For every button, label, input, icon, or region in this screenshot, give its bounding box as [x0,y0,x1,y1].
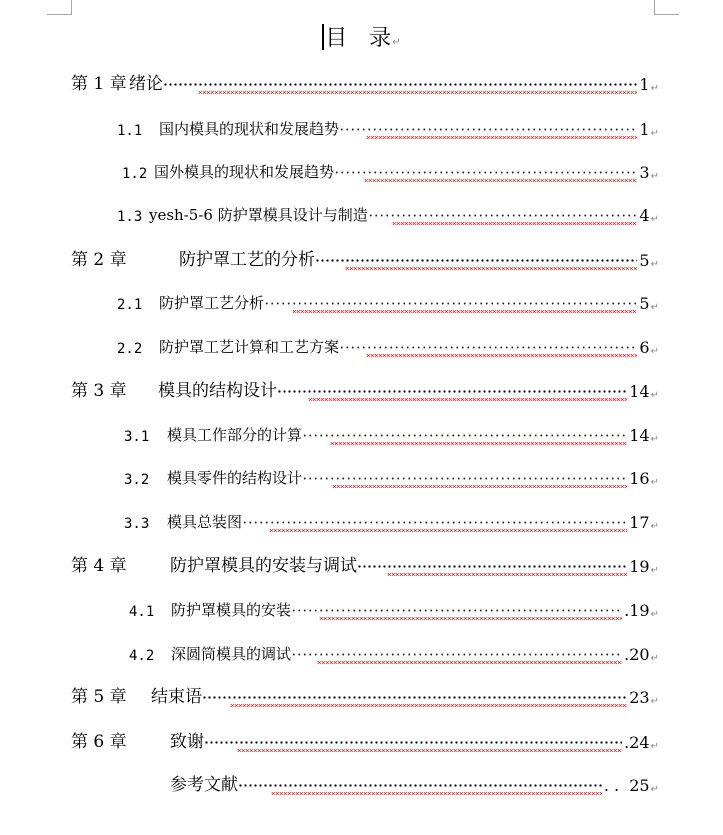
toc-entry-number: 1.1 [117,123,143,139]
toc-entry-label: 防护罩工艺分析 [159,294,265,312]
toc-entry-number: 第 1 章 [71,74,127,94]
toc-entry-page: 3 [639,163,650,182]
toc-leader-dots [264,287,637,313]
toc-entry-page: 23 [629,688,650,707]
toc-leader-dots [302,462,627,488]
paragraph-mark-icon: ↵ [650,565,659,576]
toc-entry-label: 参考文献 [170,775,238,795]
text-cursor [322,24,324,50]
toc-entry-number: 1.2 [122,166,148,182]
toc-entry-ch5[interactable] [71,681,659,707]
toc-entry-number: 4.2 [129,648,155,664]
toc-leader-dots [291,638,622,664]
toc-entry-page: 19 [629,557,650,576]
toc-entry-page: 5 [639,294,650,313]
toc-entry-references[interactable] [170,769,659,795]
toc-entry-label: 模具总装图 [167,513,243,531]
toc-entry-4-2[interactable] [129,638,659,664]
toc-entry-number: 3.1 [124,429,150,445]
toc-entry-number: 第 2 章 [71,250,127,270]
toc-entry-label: 模具零件的结构设计 [167,469,303,487]
page-corner-mark-left [47,0,72,15]
toc-entry-label: yesh-5-6 防护罩模具设计与制造 [149,206,368,224]
toc-entry-label: 防护罩模具的安装 [171,601,292,619]
toc-entry-number: 第 4 章 [71,556,127,576]
toc-leader-dots [339,113,637,139]
toc-entry-number: 第 6 章 [71,732,127,752]
toc-entry-label: 模具工作部分的计算 [167,426,303,444]
paragraph-mark-icon: ↵ [650,259,659,270]
toc-entry-ch4[interactable] [71,550,659,576]
toc-entry-page: 14 [629,426,650,445]
toc-entry-label: 模具的结构设计 [158,381,277,401]
toc-entry-page: 17 [629,513,650,532]
toc-entry-1-3[interactable] [117,199,659,225]
paragraph-mark-icon: ↵ [650,171,659,182]
toc-entry-label: 国外模具的现状和发展趋势 [154,163,335,181]
toc-entry-number: 1.3 [117,209,143,225]
toc-leader-dots [357,550,627,576]
toc-entry-number: 4.1 [129,604,155,620]
toc-entry-page: .20 [624,645,650,664]
toc-entry-2-1[interactable] [117,287,659,313]
paragraph-mark-icon: ↵ [650,477,659,488]
toc-leader-dots [163,68,637,94]
toc-entry-3-2[interactable] [124,462,659,488]
toc-entry-number: 第 3 章 [71,381,127,401]
toc-entry-ch3[interactable] [71,375,659,401]
toc-entry-3-3[interactable] [124,506,659,532]
toc-entry-3-1[interactable] [124,419,659,445]
toc-entry-number: 2.2 [117,341,143,357]
toc-entry-ch1[interactable] [71,68,659,94]
toc-title-part2: 录 [369,26,392,51]
toc-entry-page: .24 [624,733,650,752]
paragraph-mark-icon: ↵ [650,784,659,795]
paragraph-mark-icon: ↵ [650,653,659,664]
toc-entry-number: 3.2 [124,472,150,488]
paragraph-mark-icon: ↵ [650,609,659,620]
toc-entry-label: 结束语 [151,687,202,707]
paragraph-mark-icon: ↵ [650,696,659,707]
paragraph-mark-icon: ↵ [650,390,659,401]
toc-entry-1-1[interactable] [117,113,659,139]
paragraph-mark-icon: ↵ [650,346,659,357]
toc-leader-dots [368,199,638,225]
paragraph-mark-icon: ↵ [650,302,659,313]
toc-entry-label: 绪论 [129,74,163,94]
toc-entry-4-1[interactable] [129,594,659,620]
toc-entry-number: 3.3 [124,516,150,532]
toc-leader-dots [238,769,602,795]
toc-title-part1: 目 [325,26,348,51]
paragraph-mark-icon: ↵ [650,214,659,225]
toc-entry-label: 国内模具的现状和发展趋势 [159,120,340,138]
toc-entry-ch6[interactable] [71,726,659,752]
toc-entry-label: 深圆筒模具的调试 [171,645,292,663]
toc-leader-dots [302,419,627,445]
toc-leader-dots [334,156,637,182]
toc-entry-label: 防护罩工艺的分析 [179,250,315,270]
toc-leader-dots [204,726,622,752]
toc-entry-page: 6 [639,338,650,357]
toc-entry-label: 防护罩工艺计算和工艺方案 [159,338,340,356]
toc-leader-dots [242,506,627,532]
toc-entry-page: 4 [639,206,650,225]
toc-leader-dots [277,375,627,401]
toc-entry-page: 16 [629,469,650,488]
toc-leader-dots [202,681,627,707]
toc-title [0,24,723,58]
toc-entry-page: 5 [639,251,650,270]
toc-entry-page: .19 [624,601,650,620]
toc-entry-number: 2.1 [117,297,143,313]
toc-entry-page: 1 [639,120,650,139]
paragraph-mark-icon: ↵ [650,741,659,752]
paragraph-mark-icon: ↵ [650,128,659,139]
toc-entry-page: . . 25 [603,776,650,795]
toc-leader-dots [339,331,637,357]
toc-entry-label: 防护罩模具的安装与调试 [170,556,357,576]
toc-entry-page: 1 [639,75,650,94]
paragraph-mark-icon: ↵ [650,83,659,94]
toc-leader-dots [291,594,622,620]
toc-entry-ch2[interactable] [71,244,659,270]
toc-entry-label: 致谢 [170,732,204,752]
paragraph-mark-icon: ↵ [650,434,659,445]
paragraph-mark-icon: ↵ [650,521,659,532]
toc-entry-page: 14 [629,382,650,401]
page-corner-mark-right [654,0,679,15]
paragraph-mark-icon: ↵ [392,37,401,48]
toc-entry-number: 第 5 章 [71,687,127,707]
toc-leader-dots [315,244,637,270]
toc-entry-2-2[interactable] [117,331,659,357]
toc-entry-1-2[interactable] [122,156,659,182]
